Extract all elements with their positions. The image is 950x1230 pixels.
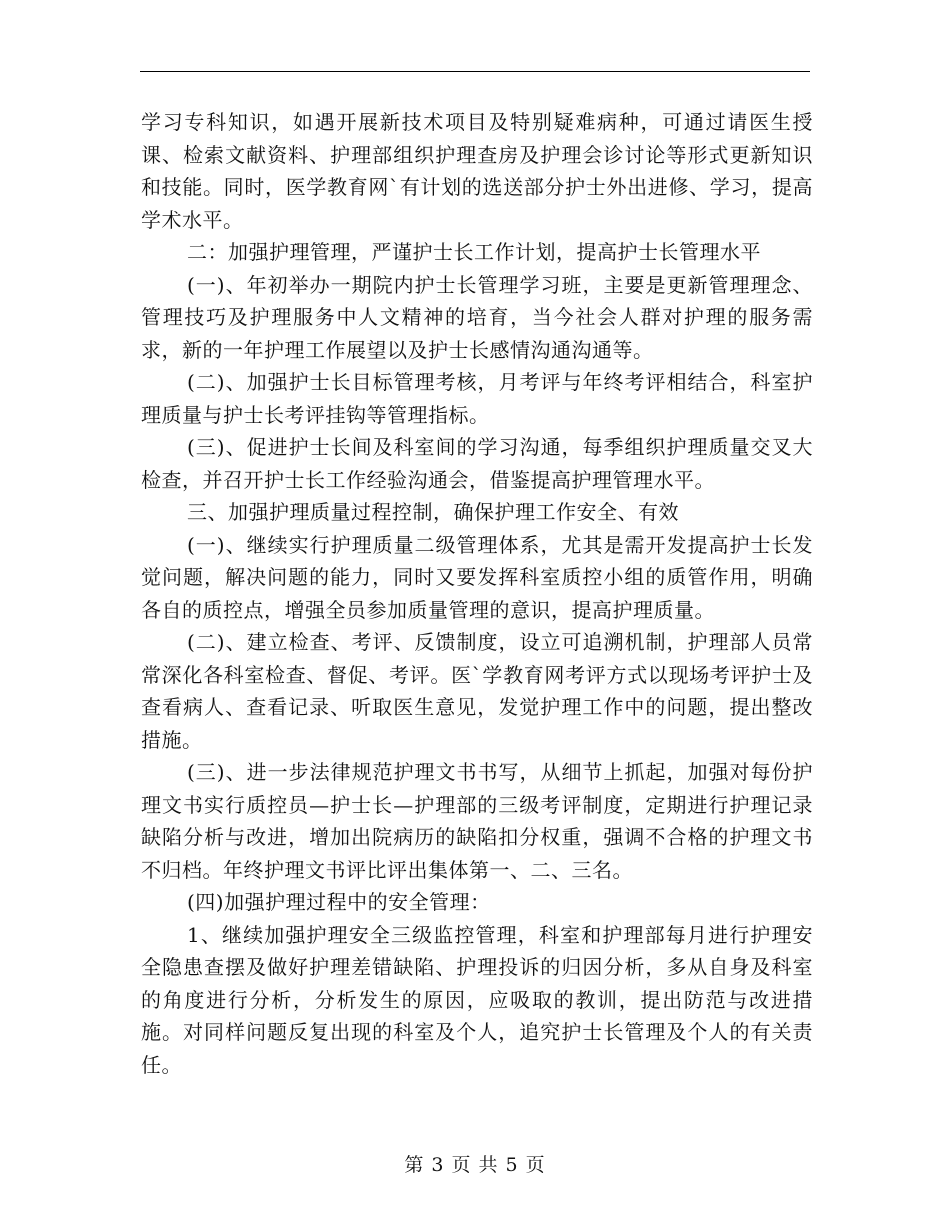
section-heading: 二：加强护理管理，严谨护士长工作计划，提高护士长管理水平	[187, 240, 761, 264]
page-number-footer: 第 3 页 共 5 页	[404, 1154, 546, 1176]
document-body	[141, 106, 813, 1081]
paragraph: (一)、年初举办一期院内护士长管理学习班，主要是更新管理理念、管理技巧及护理服务中人文精神的培育，当今社会人群对护理的服务需求，新的一年护理工作展望以及护士长感情沟通沟通等。	[141, 272, 813, 362]
subsection-heading: (四)加强护理过程中的安全管理：	[187, 890, 491, 914]
paragraph: (三)、进一步法律规范护理文书书写，从细节上抓起，加强对每份护理文书实行质控员—护士长—护理部的三级考评制度，定期进行护理记录缺陷分析与改进，增加出院病历的缺陷扣分权重，强调不合格的护理文书不归档。年终护理文书评比评出集体第一、二、三名。	[141, 760, 813, 882]
header-rule	[140, 71, 810, 72]
paragraph: (一)、继续实行护理质量二级管理体系，尤其是需开发提高护士长发觉问题，解决问题的能力，同时又要发挥科室质控小组的质管作用，明确各自的质控点，增强全员参加质量管理的意识，提高护理质量。	[141, 532, 813, 622]
paragraph: 1、继续加强护理安全三级监控管理，科室和护理部每月进行护理安全隐患查摆及做好护理差错缺陷、护理投诉的归因分析，多从自身及科室的角度进行分析，分析发生的原因，应吸取的教训，提出防范与改进措施。对同样问题反复出现的科室及个人，追究护士长管理及个人的有关责任。	[141, 922, 813, 1077]
paragraph: (二)、建立检查、考评、反馈制度，设立可追溯机制，护理部人员常常深化各科室检查、督促、考评。医`学教育网考评方式以现场考评护士及查看病人、查看记录、听取医生意见，发觉护理工作中的问题，提出整改措施。	[141, 630, 813, 752]
paragraph: (三)、促进护士长间及科室间的学习沟通，每季组织护理质量交叉大检查，并召开护士长工作经验沟通会，借鉴提高护理管理水平。	[141, 435, 813, 492]
paragraph: 学习专科知识，如遇开展新技术项目及特别疑难病种，可通过请医生授课、检索文献资料、护理部组织护理查房及护理会诊讨论等形式更新知识和技能。同时，医学教育网`有计划的选送部分护士外出进修、学习，提高学术水平。	[141, 110, 813, 232]
paragraph: (二)、加强护士长目标管理考核，月考评与年终考评相结合，科室护理质量与护士长考评挂钩等管理指标。	[141, 370, 813, 427]
section-heading: 三、加强护理质量过程控制，确保护理工作安全、有效	[187, 500, 679, 524]
